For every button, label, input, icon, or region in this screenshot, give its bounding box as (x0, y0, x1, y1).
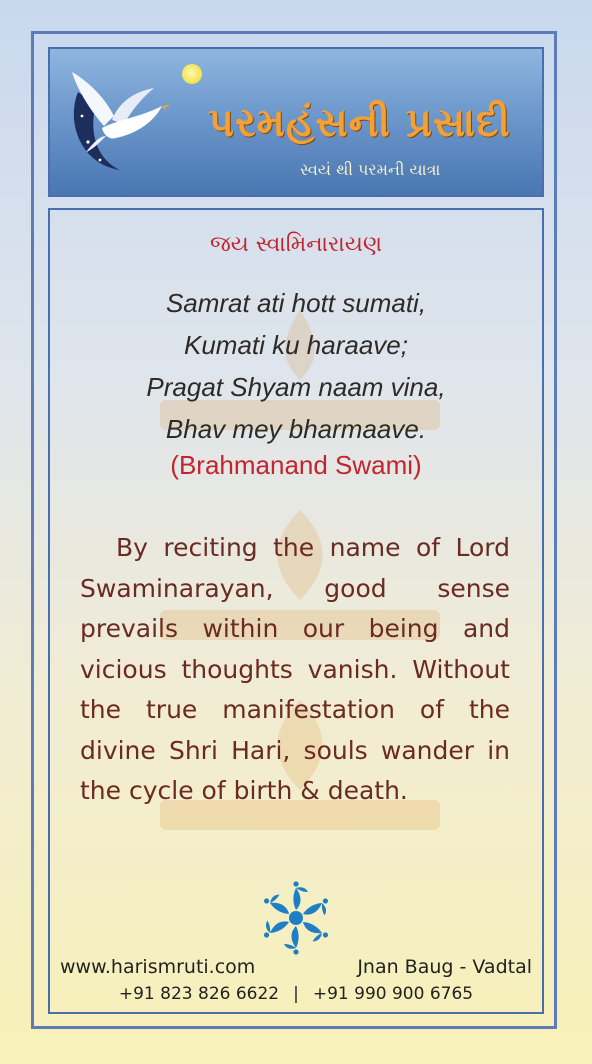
app-subtitle: સ્વયં થી પરમની યાત્રા (300, 160, 441, 179)
verse-meaning: By reciting the name of Lord Swaminarayan, good sense prevails within our being and vicious thoughts vanish. Without the true manifestation of the divine Shri Hari, souls wander in the cycle of birth & death. (80, 533, 510, 805)
footer-contact-row (48, 984, 544, 1004)
swastika-flower-emblem-icon (258, 880, 334, 956)
verse-line: Pragat Shyam naam vina, (146, 372, 446, 402)
phone-number-2[interactable]: +91 990 900 6765 (312, 984, 474, 1004)
dove-on-crescent-moon-icon (58, 64, 178, 184)
footer (48, 956, 544, 1004)
phone-number-1[interactable]: +91 823 826 6622 (118, 984, 280, 1004)
website-link[interactable]: www.harismruti.com (60, 956, 256, 978)
phone-separator: | (293, 984, 299, 1004)
location-text: Jnan Baug - Vadtal (357, 956, 532, 978)
moon-icon (182, 64, 202, 84)
verse-line: Samrat ati hott sumati, (165, 288, 427, 318)
verse-line: Bhav mey bharmaave. (165, 414, 427, 444)
app-title: પરમહંસની પ્રસાદી (208, 100, 511, 146)
verse-block (48, 282, 544, 450)
verse-author: (Brahmanand Swami) (170, 450, 422, 480)
greeting-heading: જય સ્વામિનારાયણ (209, 232, 383, 257)
footer-row (48, 956, 544, 982)
verse-line: Kumati ku haraave; (183, 330, 408, 360)
